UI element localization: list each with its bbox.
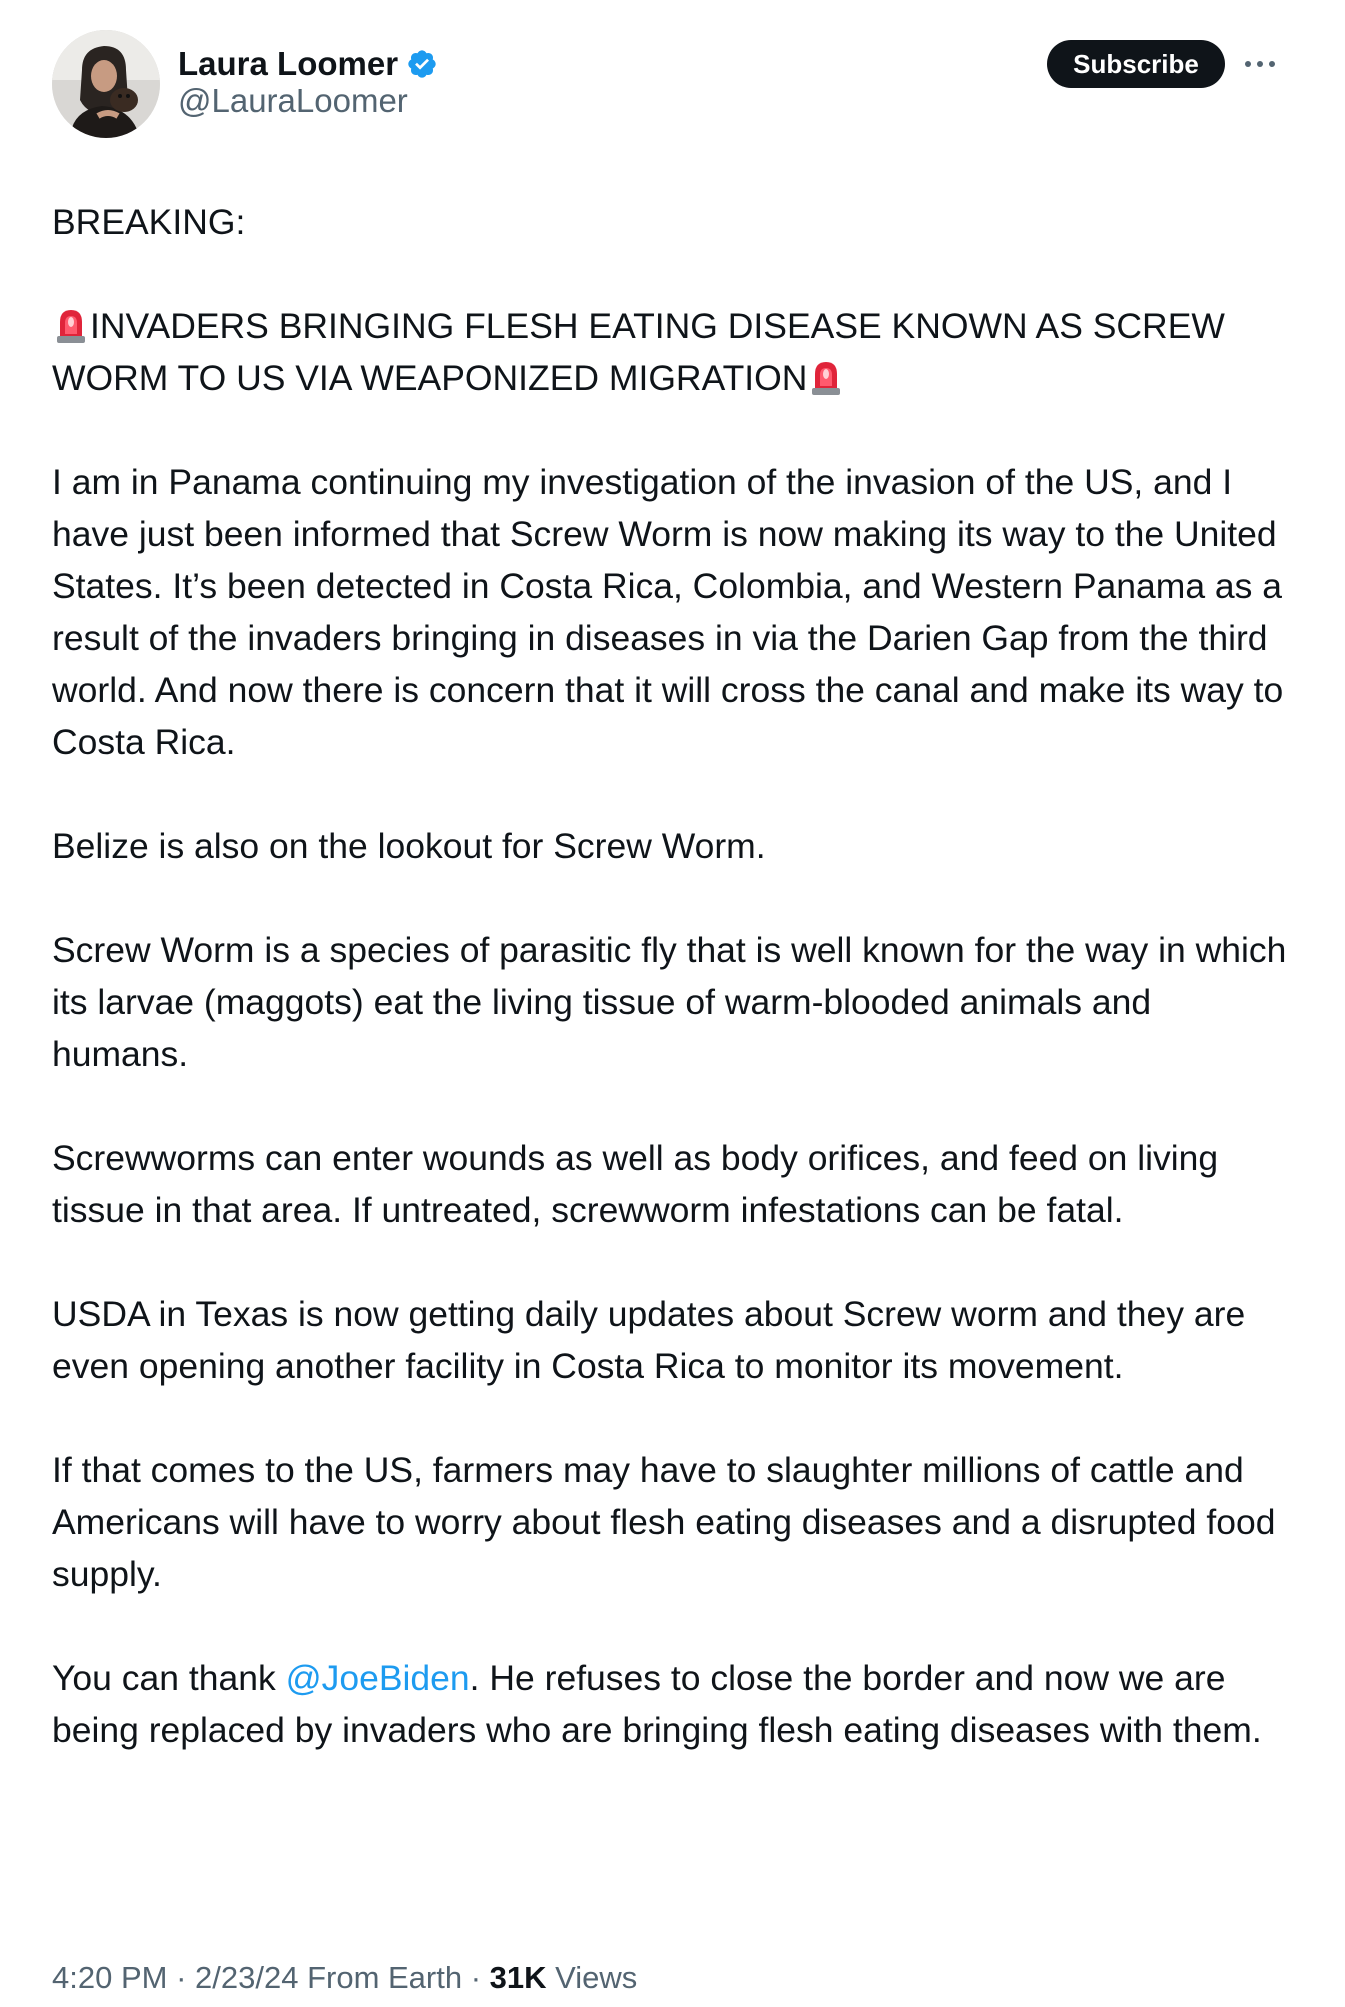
- author-display-name[interactable]: Laura Loomer: [178, 45, 399, 82]
- avatar-photo: [52, 30, 160, 138]
- verified-badge-icon[interactable]: [406, 48, 438, 80]
- mention-link[interactable]: @JoeBiden: [285, 1658, 470, 1698]
- tweet-time[interactable]: 4:20 PM: [52, 1960, 168, 1995]
- tweet-headline-text: INVADERS BRINGING FLESH EATING DISEASE KNOWN AS SCREW WORM TO US VIA WEAPONIZED MIGRATION: [52, 306, 1225, 398]
- tweet-paragraph-species: Screw Worm is a species of parasitic fly that is well known for the way in which its larvae (maggots) eat the living tissue of warm-blooded animals and humans.: [52, 930, 1287, 1074]
- police-siren-icon: [809, 358, 843, 396]
- views-count[interactable]: 31K: [489, 1960, 547, 1995]
- more-options-button[interactable]: [1240, 44, 1280, 84]
- tweet-paragraph-panama: I am in Panama continuing my investigation of the invasion of the US, and I have just been informed that Screw Worm is now making its way to the United States. It’s been detected in Costa Rica, Colombia, and Western Panama as a result of the invaders bringing in diseases in via the Darien Gap from the third world. And now there is concern that it will cross the canal and make its way to Costa Rica.: [52, 462, 1284, 762]
- tweet-location: From Earth: [298, 1960, 463, 1995]
- views-label[interactable]: Views: [546, 1960, 638, 1995]
- police-siren-icon: [54, 306, 88, 344]
- tweet-paragraph-wounds: Screwworms can enter wounds as well as body orifices, and feed on living tissue in that area. If untreated, screwworm infestations can be fatal.: [52, 1138, 1219, 1230]
- more-horizontal-icon: [1242, 58, 1278, 70]
- tweet-text-segment: You can thank: [52, 1658, 286, 1698]
- author-handle[interactable]: @LauraLoomer: [178, 82, 408, 119]
- meta-separator: ·: [167, 1960, 196, 1995]
- tweet-date[interactable]: 2/23/24: [195, 1960, 299, 1995]
- avatar[interactable]: [52, 30, 160, 138]
- tweet-paragraph-headline: [52, 300, 1297, 404]
- tweet-text: [52, 196, 1297, 1756]
- tweet-paragraph-belize: Belize is also on the lookout for Screw Worm.: [52, 826, 766, 866]
- tweet-text-segment: . He refuses to close the border and now we are being replaced by invaders who are bringing flesh eating diseases with them.: [52, 1658, 1262, 1750]
- tweet-paragraph-thank: [52, 1652, 1297, 1756]
- tweet-metadata: [52, 1960, 637, 1996]
- tweet-paragraph-farmers: If that comes to the US, farmers may have to slaughter millions of cattle and Americans will have to worry about flesh eating diseases and a disrupted food supply.: [52, 1450, 1276, 1594]
- tweet-paragraph-usda: USDA in Texas is now getting daily updates about Screw worm and they are even opening another facility in Costa Rica to monitor its movement.: [52, 1294, 1246, 1386]
- tweet-paragraph-breaking: BREAKING:: [52, 202, 246, 242]
- meta-separator: ·: [462, 1960, 490, 1995]
- subscribe-button[interactable]: Subscribe: [1047, 40, 1225, 88]
